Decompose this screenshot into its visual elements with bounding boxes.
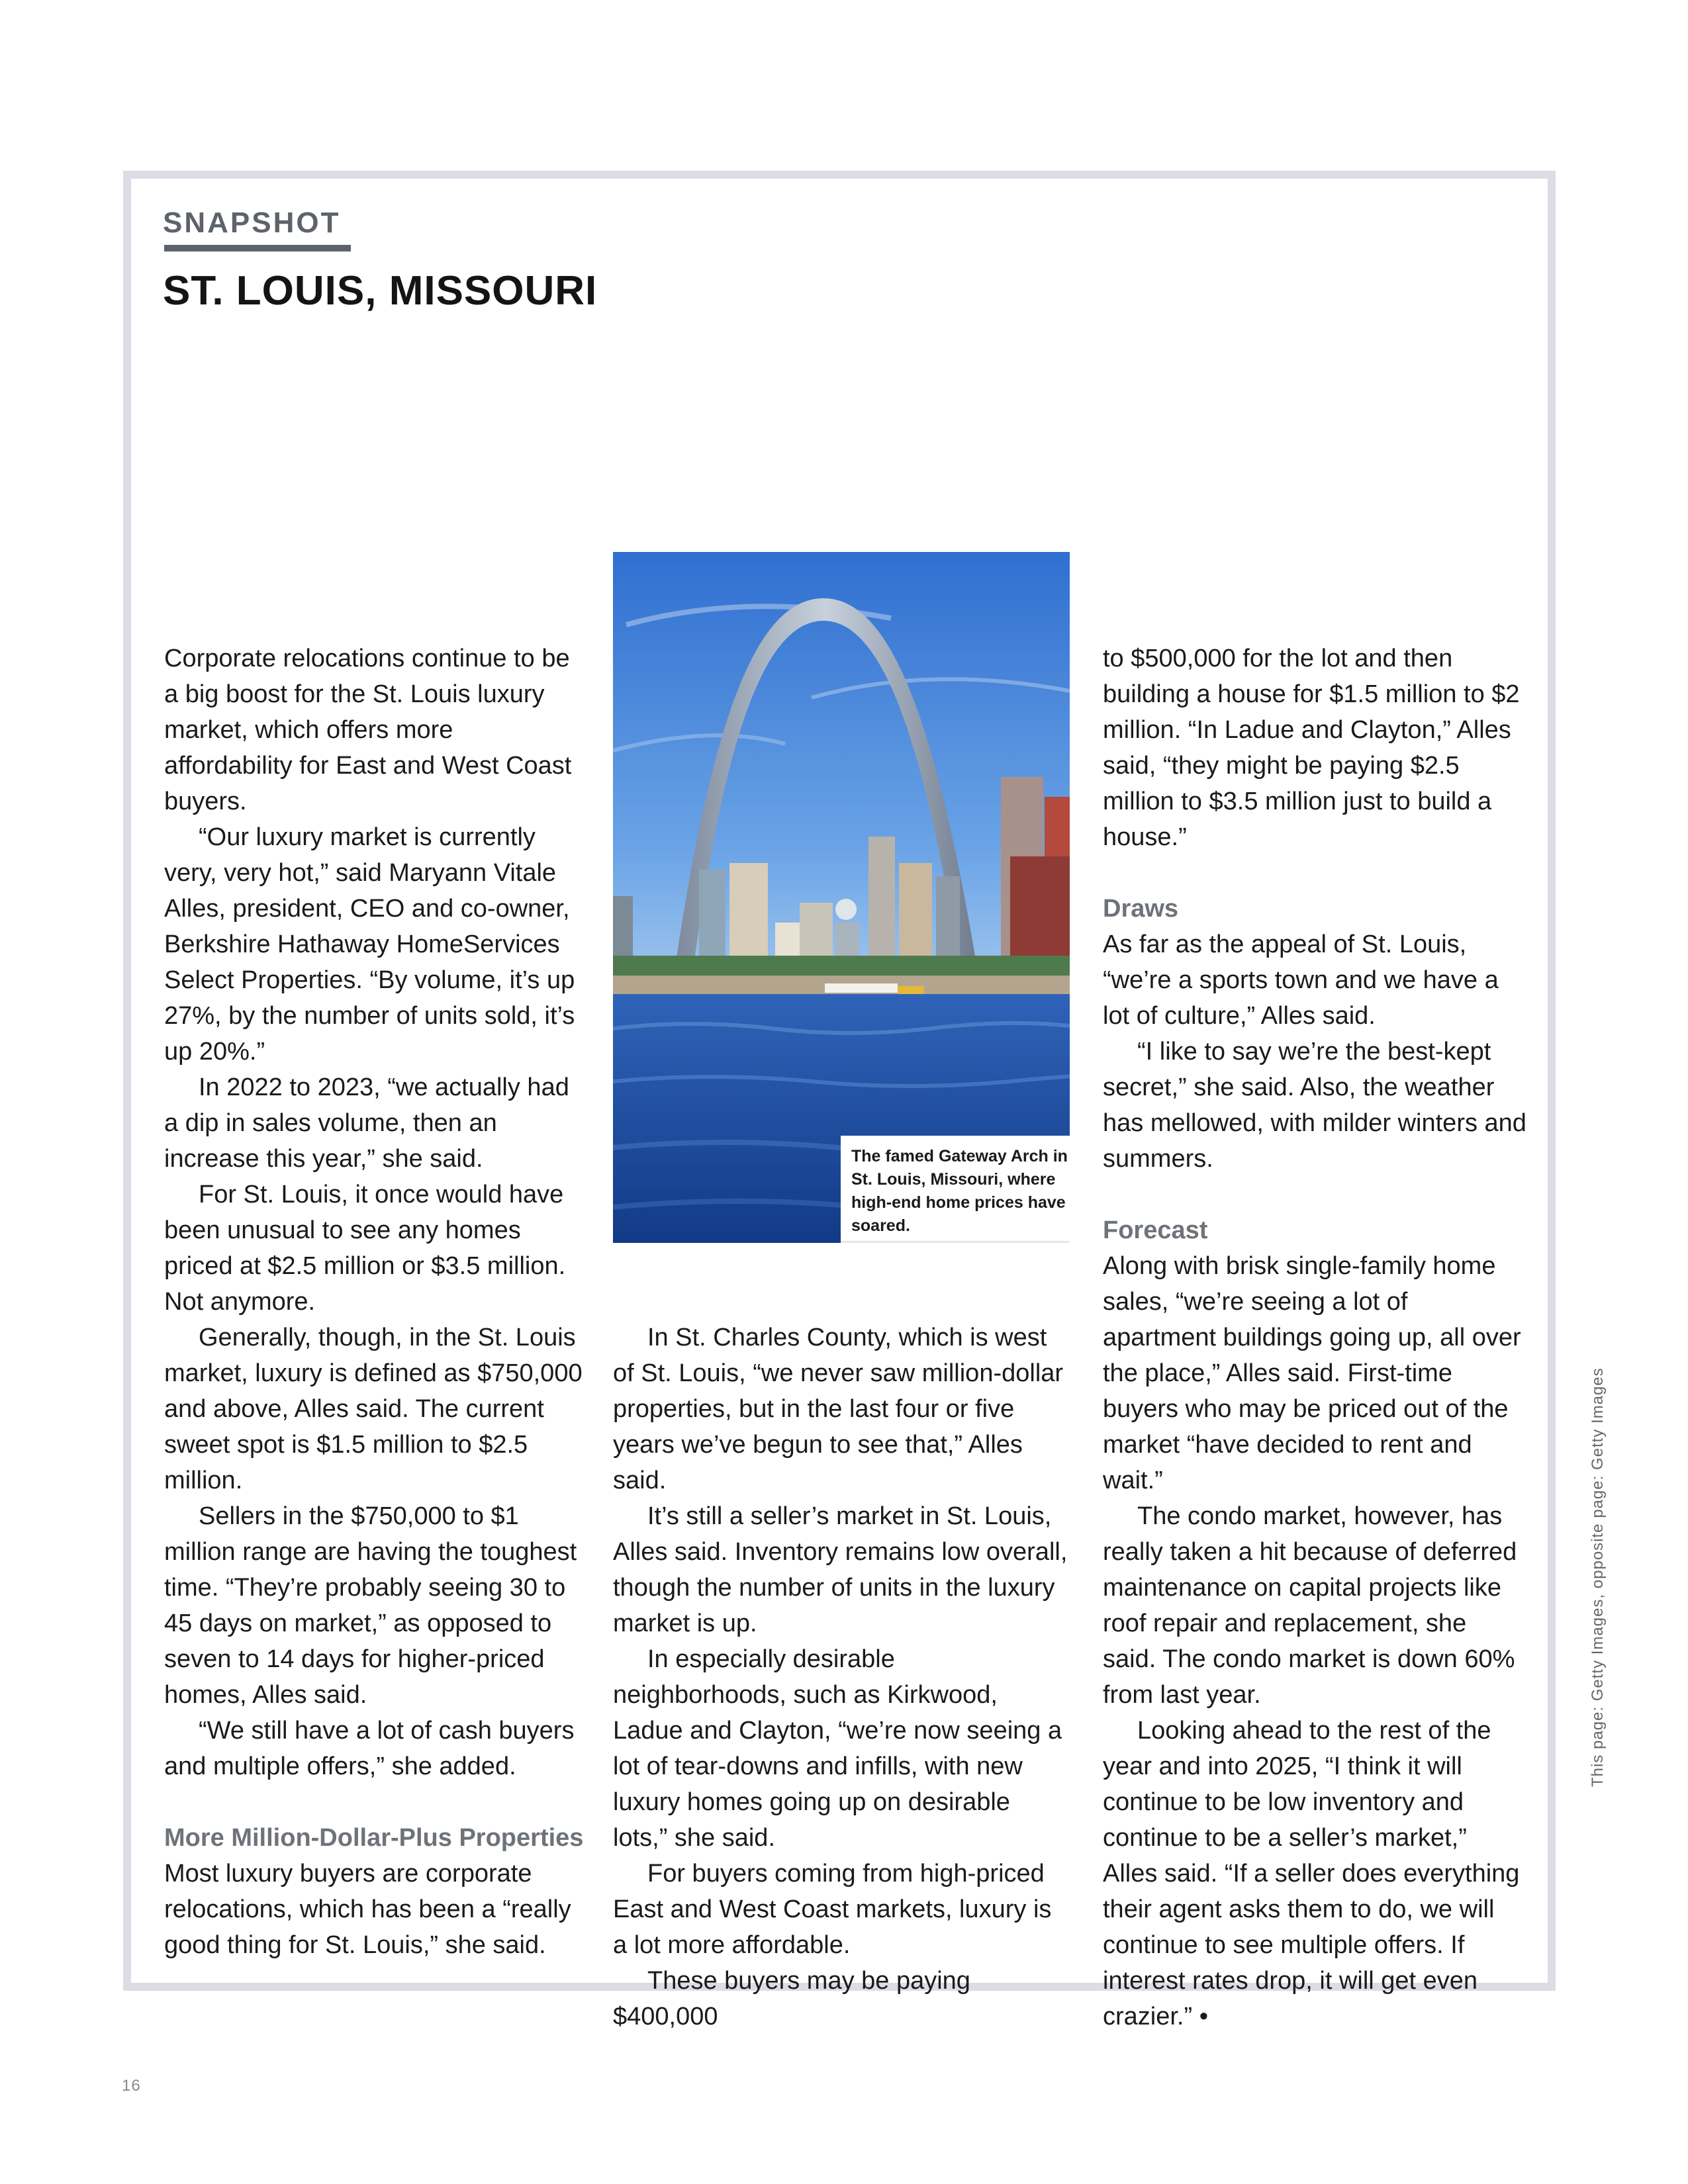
paragraph: For St. Louis, it once would have been unusual to see any homes priced at $2.5 million or $3.5 million. Not anymore.	[164, 1181, 566, 1316]
page-number: 16	[122, 2077, 141, 2095]
article-column-2	[613, 1320, 1070, 2034]
paragraph: Along with brisk single-family home sales, “we’re seeing a lot of apartment buildings going up, all over the place,” Alles said. First-time buyers who may be priced out of the market “have decided to rent and wait.”	[1103, 1252, 1521, 1494]
paragraph: “We still have a lot of cash buyers and multiple offers,” she added.	[164, 1717, 575, 1780]
paragraph: Generally, though, in the St. Louis market, luxury is defined as $750,000 and above, Alles said. The current sweet spot is $1.5 million to $2.5 million.	[164, 1324, 583, 1494]
section-kicker: SNAPSHOT	[163, 206, 341, 239]
paragraph: “I like to say we’re the best-kept secret,” she said. Also, the weather has mellowed, with milder winters and summers.	[1103, 1038, 1526, 1173]
subheading-forecast: Forecast	[1103, 1216, 1208, 1244]
photo-credit: This page: Getty Images, opposite page: Getty Images	[1589, 1367, 1607, 1787]
paragraph: It’s still a seller’s market in St. Louis, Alles said. Inventory remains low overall, though the number of units in the luxury market is up.	[613, 1502, 1068, 1637]
paragraph: As far as the appeal of St. Louis, “we’re a sports town and we have a lot of culture,” Alles said.	[1103, 931, 1499, 1030]
article-title: ST. LOUIS, MISSOURI	[163, 268, 598, 314]
paragraph: In St. Charles County, which is west of St. Louis, “we never saw million-dollar properties, but in the last four or five years we’ve begun to see that,” Alles said.	[613, 1324, 1064, 1494]
paragraph: For buyers coming from high-priced East and West Coast markets, luxury is a lot more affordable.	[613, 1860, 1052, 1959]
article-column-1	[164, 641, 588, 1963]
paragraph: Most luxury buyers are corporate relocations, which has been a “really good thing for St. Louis,” she said.	[164, 1860, 571, 1959]
paragraph: In 2022 to 2023, “we actually had a dip in sales volume, then an increase this year,” she said.	[164, 1073, 569, 1173]
photo-caption-box	[841, 1136, 1070, 1243]
kicker-underline	[164, 245, 351, 251]
paragraph: Corporate relocations continue to be a big boost for the St. Louis luxury market, which offers more affordability for East and West Coast buyers.	[164, 645, 572, 815]
paragraph: These buyers may be paying $400,000	[613, 1967, 970, 2030]
paragraph: Sellers in the $750,000 to $1 million range are having the toughest time. “They’re probably seeing 30 to 45 days on market,” as opposed to seven to 14 days for higher-priced homes, Alles said.	[164, 1502, 577, 1709]
subheading-million-dollar: More Million-Dollar-Plus Properties	[164, 1824, 584, 1852]
paragraph: In especially desirable neighborhoods, such as Kirkwood, Ladue and Clayton, “we’re now seeing a lot of tear-downs and infills, with new luxury homes going up on desirable lots,” she said.	[613, 1645, 1062, 1852]
photo-caption: The famed Gateway Arch in St. Louis, Missouri, where high-end home prices have soared.	[851, 1147, 1068, 1235]
paragraph: Looking ahead to the rest of the year and into 2025, “I think it will continue to be low inventory and continue to be a seller’s market,” Alles said. “If a seller does everything their agent asks them to do, we will continue to see multiple offers. If interest rates drop, it will get even crazier.” •	[1103, 1717, 1520, 2030]
subheading-draws: Draws	[1103, 895, 1179, 923]
paragraph: “Our luxury market is currently very, very hot,” said Maryann Vitale Alles, president, CEO and co-owner, Berkshire Hathaway HomeServices Select Properties. “By volume, it’s up 27%, by the number of units sold, it’s up 20%.”	[164, 823, 575, 1066]
paragraph: to $500,000 for the lot and then building a house for $1.5 million to $2 million. “In Ladue and Clayton,” Alles said, “they might be paying $2.5 million to $3.5 million just to build a house.”	[1103, 645, 1520, 851]
article-column-3	[1103, 641, 1526, 2034]
paragraph: The condo market, however, has really taken a hit because of deferred maintenance on capital projects like roof repair and replacement, she said. The condo market is down 60% from last year.	[1103, 1502, 1517, 1709]
